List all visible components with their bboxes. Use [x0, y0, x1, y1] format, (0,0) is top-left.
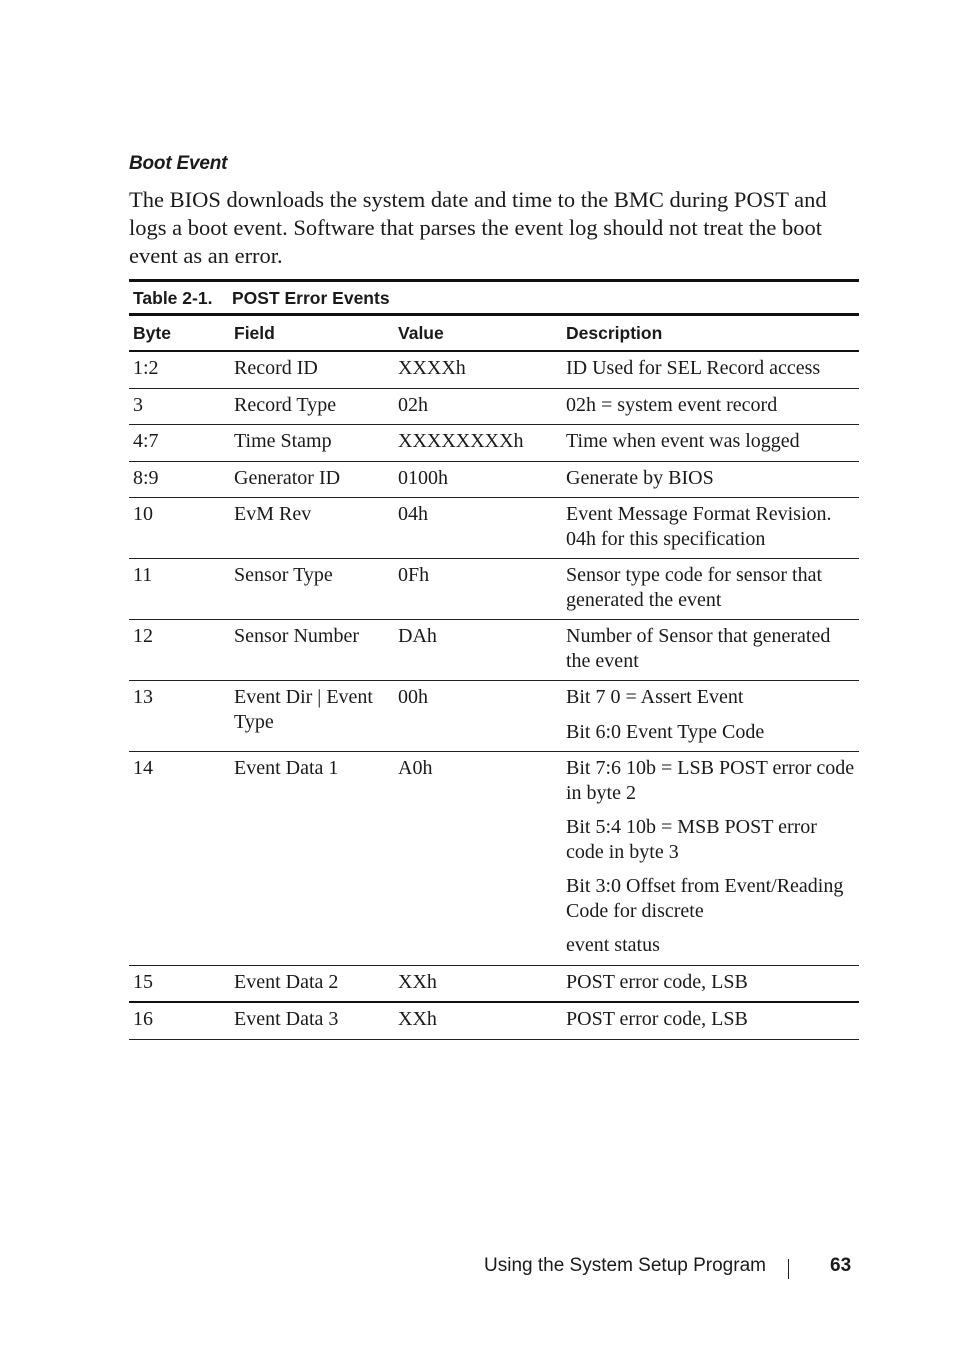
cell-byte: 8:9 [129, 461, 230, 498]
header-value: Value [394, 315, 562, 352]
header-description: Description [562, 315, 859, 352]
table-row [129, 351, 859, 388]
table-row [129, 752, 859, 966]
intro-paragraph: The BIOS downloads the system date and time to the BMC during POST and logs a boot event. Software that parses the event log should not treat the boot event as an error. [129, 187, 827, 268]
page-number: 63 [830, 1255, 852, 1276]
cell-description [562, 965, 859, 1002]
description-line: Bit 6:0 Event Type Code [566, 720, 765, 743]
cell-description [562, 752, 859, 966]
table-row [129, 965, 859, 1002]
cell-description [562, 681, 859, 752]
table-body [129, 313, 859, 1040]
cell-byte: 15 [129, 965, 230, 1002]
page-footer [484, 1255, 854, 1283]
footer-separator [788, 1259, 789, 1279]
description-line: Sensor type code for sensor that generated the event [566, 564, 823, 611]
cell-field: Sensor Number [230, 620, 394, 681]
cell-field: Time Stamp [230, 425, 394, 462]
cell-byte: 16 [129, 1002, 230, 1039]
table-row [129, 425, 859, 462]
cell-value: XXXXh [394, 351, 562, 388]
table-row [129, 559, 859, 620]
description-line: Event Message Format Revision. 04h for this specification [566, 503, 832, 550]
cell-description [562, 351, 859, 388]
cell-byte: 3 [129, 388, 230, 425]
description-line: Time when event was logged [566, 430, 800, 452]
header-field: Field [230, 315, 394, 352]
cell-value: 02h [394, 388, 562, 425]
cell-description [562, 559, 859, 620]
table-caption-title: POST Error Events [232, 288, 390, 308]
footer-title: Using the System Setup Program [484, 1255, 766, 1276]
cell-field: EvM Rev [230, 498, 394, 559]
cell-field: Event Data 3 [230, 1002, 394, 1039]
description-line: Bit 7 0 = Assert Event [566, 686, 744, 708]
cell-value: 00h [394, 681, 562, 752]
cell-description [562, 620, 859, 681]
cell-byte: 12 [129, 620, 230, 681]
cell-value: DAh [394, 620, 562, 681]
description-line: Bit 5:4 10b = MSB POST error code in byte 3 [566, 816, 817, 863]
table-row [129, 1002, 859, 1039]
cell-field: Event Data 2 [230, 965, 394, 1002]
cell-value: A0h [394, 752, 562, 966]
post-error-events-table [129, 279, 859, 1040]
cell-byte: 1:2 [129, 351, 230, 388]
cell-value: XXh [394, 1002, 562, 1039]
description-line: 02h = system event record [566, 393, 778, 416]
cell-description [562, 498, 859, 559]
cell-byte: 14 [129, 752, 230, 966]
cell-value: 0100h [394, 461, 562, 498]
table-row [129, 461, 859, 498]
table-row [129, 620, 859, 681]
section-heading: Boot Event [129, 153, 228, 174]
description-line: POST error code, LSB [566, 1008, 748, 1030]
cell-description [562, 425, 859, 462]
table-header-row [129, 315, 859, 352]
cell-value: XXXXXXXXh [394, 425, 562, 462]
table-row [129, 681, 859, 752]
table-caption-number: Table 2-1. [133, 288, 213, 308]
description-line: event status [566, 934, 660, 956]
cell-field: Sensor Type [230, 559, 394, 620]
description-line: ID Used for SEL Record access [566, 357, 821, 379]
table-row [129, 498, 859, 559]
header-byte: Byte [129, 315, 230, 352]
cell-field: Generator ID [230, 461, 394, 498]
description-line: Bit 3:0 Offset from Event/Reading Code for discrete [566, 875, 844, 922]
cell-value: XXh [394, 965, 562, 1002]
cell-field: Event Data 1 [230, 752, 394, 966]
cell-byte: 11 [129, 559, 230, 620]
cell-value: 04h [394, 498, 562, 559]
cell-field: Event Dir | Event Type [230, 681, 394, 752]
cell-byte: 4:7 [129, 425, 230, 462]
description-line: POST error code, LSB [566, 970, 748, 993]
cell-field: Record ID [230, 351, 394, 388]
description-line: Bit 7:6 10b = LSB POST error code in byte 2 [566, 757, 855, 804]
table-caption [129, 279, 859, 313]
cell-value: 0Fh [394, 559, 562, 620]
cell-byte: 10 [129, 498, 230, 559]
description-line: Number of Sensor that generated the event [566, 625, 831, 672]
cell-field: Record Type [230, 388, 394, 425]
cell-description [562, 388, 859, 425]
description-line: Generate by BIOS [566, 466, 714, 489]
table-row [129, 388, 859, 425]
cell-byte: 13 [129, 681, 230, 752]
cell-description [562, 461, 859, 498]
cell-description [562, 1002, 859, 1039]
